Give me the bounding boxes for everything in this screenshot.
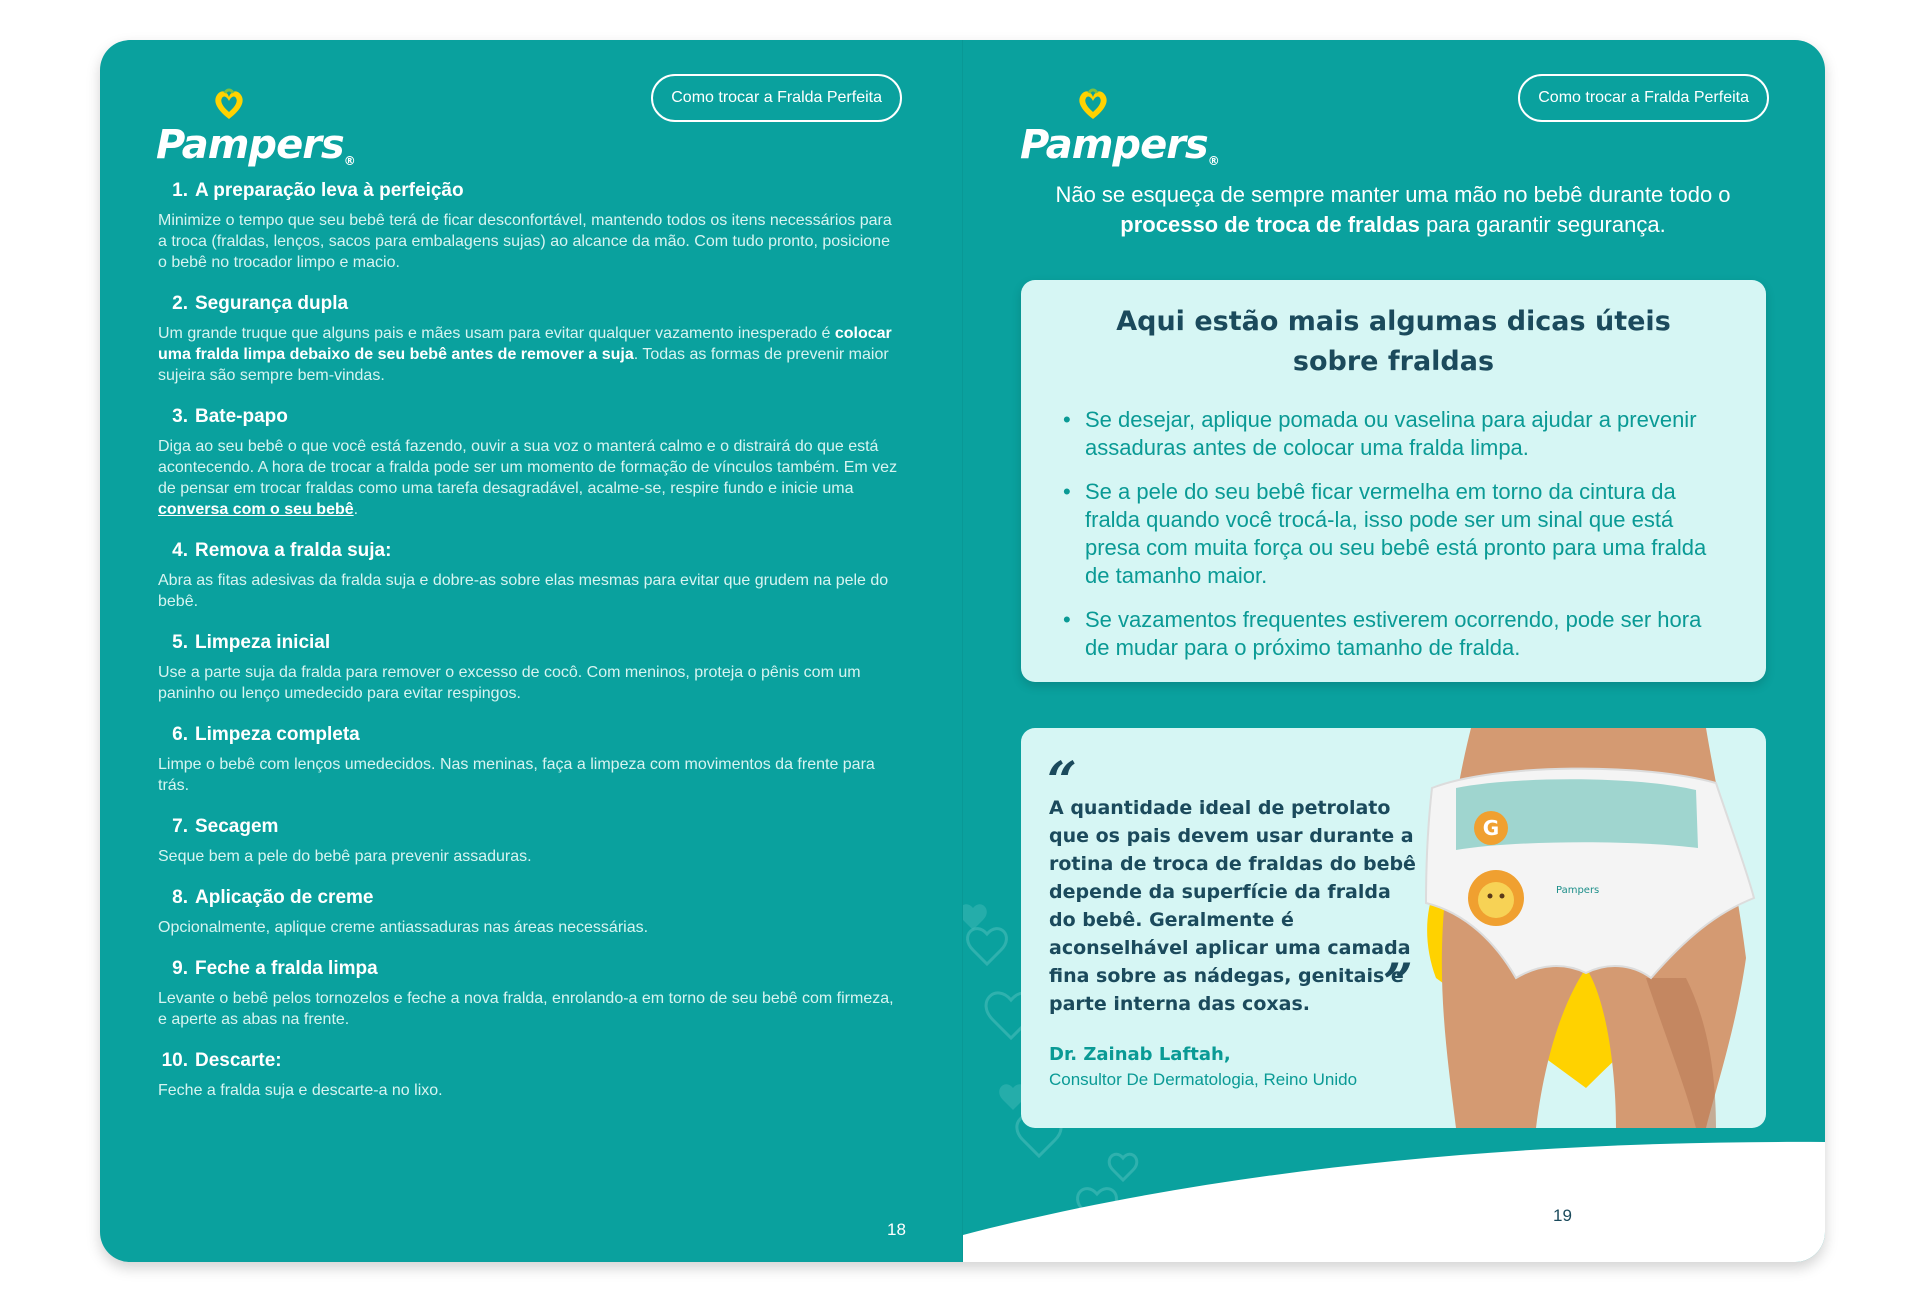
step-title-text: Descarte: bbox=[195, 1050, 282, 1071]
step-body bbox=[158, 570, 898, 612]
step-body bbox=[158, 210, 898, 273]
diaper-size-letter: G bbox=[1482, 816, 1500, 840]
step-title-text: Aplicação de creme bbox=[195, 887, 374, 908]
step-title bbox=[158, 406, 898, 428]
step-number: 7. bbox=[172, 816, 188, 837]
step-body bbox=[158, 754, 898, 796]
steps-list bbox=[158, 180, 898, 1121]
step-body-text: Feche a fralda suja e descarte-a no lixo. bbox=[158, 1082, 443, 1099]
step-item bbox=[158, 1050, 898, 1101]
step-title bbox=[158, 1050, 898, 1072]
step-body-text: Use a parte suja da fralda para remover o excesso de cocô. Com meninos, proteja o pênis com um paninho ou lenço umedecido para evitar respingos. bbox=[158, 664, 861, 702]
page-number-right: 19 bbox=[1553, 1206, 1572, 1225]
step-body bbox=[158, 436, 898, 520]
page-number-left: 18 bbox=[887, 1220, 906, 1239]
step-item bbox=[158, 293, 898, 386]
pampers-heart-logo-icon bbox=[211, 88, 247, 122]
step-number: 2. bbox=[172, 293, 188, 314]
tips-card bbox=[1021, 280, 1766, 682]
brand-name: Pampers® bbox=[1020, 122, 1219, 168]
step-number: 10. bbox=[161, 1050, 188, 1071]
step-title bbox=[158, 293, 898, 315]
step-body bbox=[158, 1080, 898, 1101]
quote-close-icon: ” bbox=[1383, 953, 1413, 1014]
tips-title: Aqui estão mais algumas dicas úteis sobre fraldas bbox=[1116, 306, 1671, 377]
step-body bbox=[158, 662, 898, 704]
step-title bbox=[158, 816, 898, 838]
step-item bbox=[158, 887, 898, 938]
step-number: 5. bbox=[172, 632, 188, 653]
step-body-link[interactable]: conversa com o seu bebê bbox=[158, 501, 354, 518]
quote-text: A quantidade ideal de petrolato que os pais devem usar durante a rotina de troca de fraldas do bebê depende da superfície da fralda do bebê. Geralmente é aconselhável aplicar uma camada fina sobre as nádegas, genitais e parte interna das coxas. bbox=[1049, 797, 1416, 1015]
page-left bbox=[100, 40, 962, 1262]
brand-name: Pampers® bbox=[156, 122, 355, 168]
step-number: 8. bbox=[172, 887, 188, 908]
step-body-text: . Todas as formas de prevenir maior sujeira são sempre bem-vindas. bbox=[158, 346, 889, 384]
step-body bbox=[158, 917, 898, 938]
quote-open-icon: “ bbox=[1047, 751, 1077, 812]
step-item bbox=[158, 958, 898, 1030]
step-body-text: Limpe o bebê com lenços umedecidos. Nas meninas, faça a limpeza com movimentos da frente para trás. bbox=[158, 756, 875, 794]
pampers-heart-logo-icon bbox=[1075, 88, 1111, 122]
quote-card bbox=[1021, 728, 1766, 1128]
pampers-logo-right bbox=[1020, 88, 1219, 178]
step-title-text: A preparação leva à perfeição bbox=[195, 180, 464, 201]
step-title bbox=[158, 724, 898, 746]
step-body-text: Opcionalmente, aplique creme antiassaduras nas áreas necessárias. bbox=[158, 919, 649, 936]
tip-item: • Se vazamentos frequentes estiverem ocorrendo, pode ser hora de mudar para o próximo tamanho de fralda. bbox=[1061, 606, 1726, 662]
step-body-text: Um grande truque que alguns pais e mães usam para evitar qualquer vazamento inesperado é bbox=[158, 325, 835, 342]
step-item bbox=[158, 632, 898, 704]
step-title-text: Bate-papo bbox=[195, 406, 288, 427]
step-body-text: Diga ao seu bebê o que você está fazendo, ouvir a sua voz o manterá calmo e o distrairá do que está acontecendo. A hora de trocar a fralda pode ser um momento de formação de vínculos também. Em vez de pensar em trocar fraldas como uma tarefa desagradável, acalme-se, respire fundo e inicie uma bbox=[158, 438, 898, 497]
diaper-brand-label: Pampers bbox=[1556, 885, 1600, 896]
tips-list bbox=[1061, 406, 1726, 678]
step-title bbox=[158, 540, 898, 562]
page-right bbox=[963, 40, 1825, 1262]
step-body bbox=[158, 323, 898, 386]
step-body bbox=[158, 846, 898, 867]
quote-role: Consultor De Dermatologia, Reino Unido bbox=[1049, 1070, 1358, 1089]
tip-item: • Se a pele do seu bebê ficar vermelha em torno da cintura da fralda quando você trocá-la, isso pode ser um sinal que está presa com muita força ou seu bebê está pronto para uma fralda de tamanho maior. bbox=[1061, 478, 1726, 590]
quote-author: Dr. Zainab Laftah, bbox=[1049, 1044, 1231, 1065]
step-title-text: Remova a fralda suja: bbox=[195, 540, 392, 561]
diaper-photo bbox=[1416, 728, 1766, 1128]
step-body-text: Levante o bebê pelos tornozelos e feche a nova fralda, enrolando-a em torno de seu bebê com firmeza, e aperte as abas na frente. bbox=[158, 990, 894, 1028]
tip-item: • Se desejar, aplique pomada ou vaselina para ajudar a prevenir assaduras antes de colocar uma fralda limpa. bbox=[1061, 406, 1726, 462]
step-number: 1. bbox=[172, 180, 188, 201]
step-title-text: Feche a fralda limpa bbox=[195, 958, 378, 979]
step-title bbox=[158, 887, 898, 909]
step-item bbox=[158, 406, 898, 520]
step-title bbox=[158, 180, 898, 202]
step-item bbox=[158, 724, 898, 796]
step-title bbox=[158, 632, 898, 654]
step-body-text: Minimize o tempo que seu bebê terá de ficar desconfortável, mantendo todos os itens necessários para a troca (fraldas, lenços, sacos para embalagens sujas) ao alcance da mão. Com tudo pronto, posicione o bebê no trocador limpo e macio. bbox=[158, 212, 892, 271]
step-number: 4. bbox=[172, 540, 188, 561]
section-pill-right: Como trocar a Fralda Perfeita bbox=[1518, 74, 1769, 122]
step-item bbox=[158, 540, 898, 612]
step-title-text: Segurança dupla bbox=[195, 293, 349, 314]
step-body-text: Abra as fitas adesivas da fralda suja e dobre-as sobre elas mesmas para evitar que grudem na pele do bebê. bbox=[158, 572, 889, 610]
step-body bbox=[158, 988, 898, 1030]
step-item bbox=[158, 180, 898, 273]
step-title-text: Secagem bbox=[195, 816, 279, 837]
step-body-bold: colocar uma fralda limpa debaixo de seu bebê antes de remover a suja bbox=[158, 325, 892, 363]
step-title-text: Limpeza inicial bbox=[195, 632, 331, 653]
intro-text: Não se esqueça de sempre manter uma mão no bebê durante todo o processo de troca de fraldas para garantir segurança. bbox=[1055, 182, 1731, 237]
step-number: 9. bbox=[172, 958, 188, 979]
section-pill: Como trocar a Fralda Perfeita bbox=[651, 74, 902, 122]
pampers-logo bbox=[156, 88, 355, 178]
step-item bbox=[158, 816, 898, 867]
step-body-text: . bbox=[353, 501, 359, 518]
brochure-spread bbox=[100, 40, 1825, 1262]
step-body-text: Seque bem a pele do bebê para prevenir assaduras. bbox=[158, 848, 532, 865]
step-title-text: Limpeza completa bbox=[195, 724, 360, 745]
step-number: 6. bbox=[172, 724, 188, 745]
step-title bbox=[158, 958, 898, 980]
step-number: 3. bbox=[172, 406, 188, 427]
